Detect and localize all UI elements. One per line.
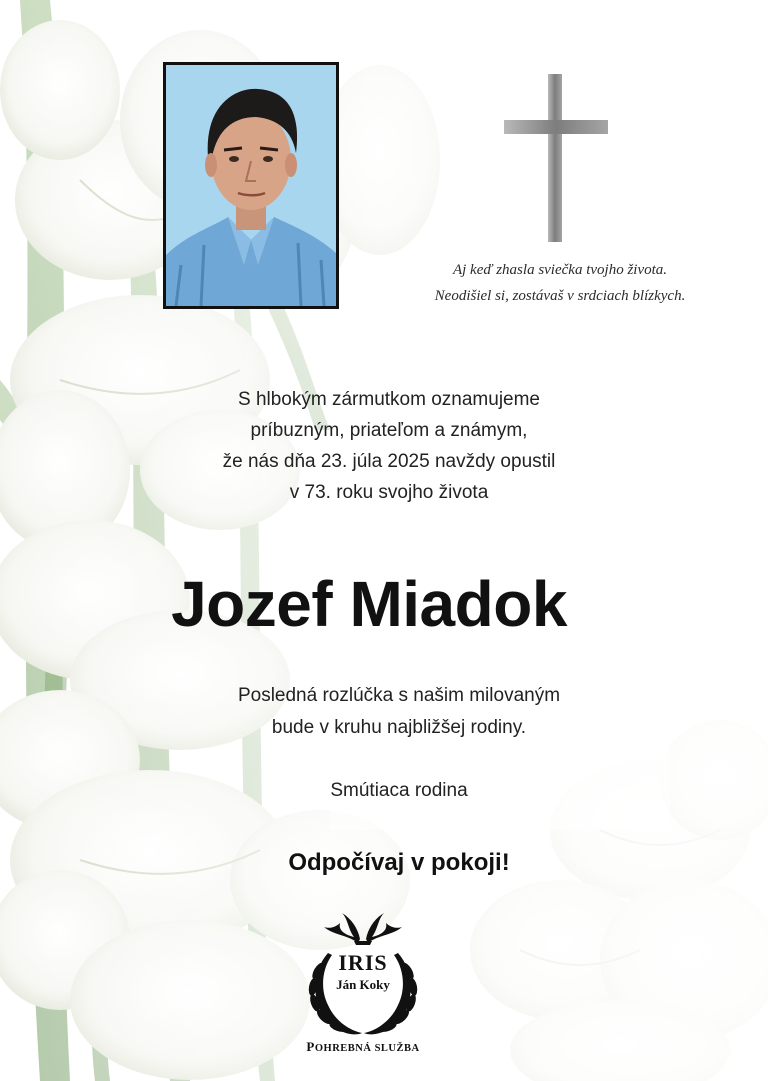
announcement-line: S hlbokým zármutkom oznamujeme bbox=[238, 389, 540, 410]
rest-in-peace: Odpočívaj v pokoji! bbox=[288, 849, 510, 876]
portrait-photo bbox=[163, 62, 339, 309]
announcement-line: príbuzným, priateľom a známym, bbox=[250, 420, 528, 441]
family-signature: Smútiaca rodina bbox=[330, 780, 468, 801]
logo-service-type: POHREBNÁ SLUŽBA bbox=[306, 1039, 420, 1054]
death-announcement bbox=[0, 384, 768, 508]
announcement-line: v 73. roku svojho života bbox=[289, 482, 489, 503]
farewell-notice bbox=[0, 680, 768, 744]
logo-owner-name: Ján Koky bbox=[336, 977, 390, 992]
doves-icon bbox=[324, 913, 402, 945]
funeral-service-logo bbox=[288, 905, 438, 1075]
deceased-name: Jozef Miadok bbox=[171, 568, 567, 640]
verse-line: Aj keď zhasla sviečka tvojho života. bbox=[452, 262, 668, 278]
farewell-line: Posledná rozlúčka s našim milovaným bbox=[237, 685, 561, 706]
logo-company-name: IRIS bbox=[338, 950, 388, 975]
portrait-image bbox=[166, 65, 336, 306]
farewell-line: bude v kruhu najbližšej rodiny. bbox=[271, 717, 527, 738]
cross-icon bbox=[500, 72, 612, 244]
memorial-verse bbox=[380, 257, 740, 309]
announcement-line: že nás dňa 23. júla 2025 navždy opustil bbox=[222, 451, 556, 472]
verse-line: Neodišiel si, zostávaš v srdciach blízkych. bbox=[434, 288, 686, 304]
